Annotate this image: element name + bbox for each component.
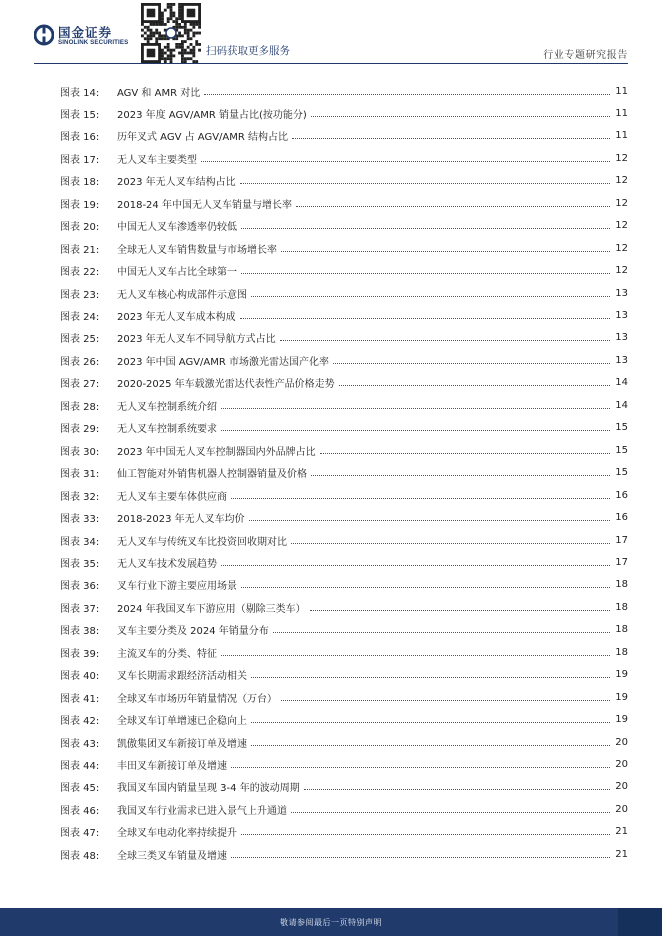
toc-entry[interactable] (60, 331, 628, 345)
toc-entry[interactable] (60, 645, 628, 659)
figure-number: 图表 27: (60, 379, 100, 391)
toc-entry[interactable] (60, 847, 628, 861)
figure-number: 图表 30: (60, 446, 100, 458)
page-number: 16 (615, 512, 628, 524)
toc-entry[interactable] (60, 264, 628, 278)
figure-number: 图表 24: (60, 312, 100, 323)
page-number: 15 (615, 467, 628, 479)
logo-chinese-name: 国金证券 (58, 25, 113, 40)
dot-leader (273, 632, 610, 633)
figure-title: 2023 年无人叉车不同导航方式占比 (117, 334, 276, 346)
figure-title: 2023 年中国无人叉车控制器国内外品牌占比 (117, 446, 316, 458)
figure-title: 凯傲集团叉车新接订单及增速 (117, 738, 247, 750)
toc-entry[interactable] (60, 84, 628, 98)
page-footer (0, 908, 662, 936)
figure-number: 图表 46: (60, 805, 100, 817)
page-number: 13 (615, 310, 628, 321)
figure-title: 叉车主要分类及 2024 年销量分布 (117, 626, 269, 638)
dot-leader (240, 318, 610, 319)
page-number: 17 (615, 556, 628, 568)
toc-entry[interactable] (60, 802, 628, 816)
figure-number: 图表 26: (60, 356, 100, 368)
figure-number: 图表 17: (60, 154, 100, 166)
page-number: 13 (615, 287, 628, 299)
figure-number: 图表 14: (60, 87, 100, 99)
toc-entry[interactable] (60, 668, 628, 682)
page-number: 13 (615, 354, 628, 366)
dot-leader (241, 228, 610, 229)
page-number: 19 (615, 669, 628, 681)
dot-leader (291, 543, 610, 544)
figure-number: 图表 23: (60, 289, 100, 301)
toc-entry[interactable] (60, 623, 628, 637)
figure-title: 我国叉车行业需求已进入景气上升通道 (117, 805, 287, 817)
qr-code-icon (141, 3, 201, 63)
page-number: 12 (615, 220, 628, 232)
figure-title: 仙工智能对外销售机器人控制器销量及价格 (117, 469, 307, 481)
figure-number: 图表 39: (60, 648, 100, 660)
dot-leader (311, 116, 610, 117)
dot-leader (241, 587, 610, 588)
sinolink-logo-icon (34, 24, 54, 46)
toc-entry[interactable] (60, 713, 628, 727)
page-number: 18 (615, 624, 628, 636)
figure-title: 2018-24 年中国无人叉车销量与增长率 (117, 199, 292, 211)
dot-leader (249, 520, 610, 521)
figure-title: 丰田叉车新接订单及增速 (117, 761, 227, 772)
dot-leader (339, 385, 610, 386)
company-logo (34, 22, 134, 50)
logo-english-name: SINOLINK SECURITIES (58, 39, 129, 46)
figure-title: 2023 年无人叉车结构占比 (117, 177, 236, 189)
dot-leader (221, 655, 610, 656)
page-number: 18 (615, 646, 628, 658)
page-number: 20 (615, 736, 628, 748)
page-number: 12 (615, 175, 628, 187)
page-number: 12 (615, 152, 628, 164)
dot-leader (304, 789, 610, 790)
toc-entry[interactable] (60, 376, 628, 390)
dot-leader (221, 565, 610, 566)
figure-number: 图表 41: (60, 693, 100, 705)
figure-number: 图表 21: (60, 244, 100, 256)
toc-entry[interactable] (60, 466, 628, 480)
figure-number: 图表 18: (60, 177, 100, 189)
figure-number: 图表 33: (60, 514, 100, 526)
figure-number: 图表 32: (60, 491, 100, 503)
figure-number: 图表 25: (60, 334, 100, 346)
figure-number: 图表 35: (60, 558, 100, 570)
toc-entry[interactable] (60, 196, 628, 210)
dot-leader (231, 857, 610, 858)
toc-entry[interactable] (60, 421, 628, 435)
page-number: 13 (615, 332, 628, 344)
dot-leader (204, 94, 610, 95)
toc-entry[interactable] (60, 533, 628, 547)
figure-number: 图表 22: (60, 267, 100, 279)
figure-number: 图表 36: (60, 581, 100, 593)
dot-leader (241, 273, 610, 274)
toc-entry[interactable] (60, 398, 628, 412)
figure-title: 全球叉车电动化率持续提升 (117, 828, 237, 840)
page-number: 18 (615, 601, 628, 613)
dot-leader (251, 296, 610, 297)
toc-entry[interactable] (60, 825, 628, 839)
page-number: 18 (615, 579, 628, 591)
figure-number: 图表 42: (60, 716, 100, 728)
dot-leader (296, 206, 610, 207)
figure-title: 全球叉车市场历年销量情况（万台） (117, 693, 277, 705)
page-number: 15 (615, 422, 628, 434)
figure-number: 图表 44: (60, 761, 100, 772)
toc-entry[interactable] (60, 129, 628, 143)
dot-leader (240, 183, 610, 184)
toc-entry[interactable] (60, 758, 628, 772)
dot-leader (291, 812, 610, 813)
figure-title: 全球无人叉车销售数量与市场增长率 (117, 244, 277, 256)
toc-entry[interactable] (60, 555, 628, 569)
toc-entry[interactable] (60, 443, 628, 457)
page-header (0, 0, 662, 66)
dot-leader (231, 767, 610, 768)
toc-entry[interactable] (60, 511, 628, 525)
toc-entry[interactable] (60, 286, 628, 300)
figure-number: 图表 16: (60, 132, 100, 144)
figure-title: 无人叉车控制系统要求 (117, 424, 217, 436)
figure-title: 2024 年我国叉车下游应用（剔除三类车） (117, 603, 306, 615)
figure-title: 全球叉车订单增速已企稳向上 (117, 716, 247, 728)
figure-title: 无人叉车技术发展趋势 (117, 558, 217, 570)
figure-number: 图表 29: (60, 424, 100, 436)
figure-title: 2018-2023 年无人叉车均价 (117, 514, 245, 526)
toc-entry[interactable] (60, 219, 628, 233)
page-number: 12 (615, 197, 628, 209)
figure-title: 无人叉车主要类型 (117, 154, 197, 166)
dot-leader (201, 161, 610, 162)
figure-number: 图表 19: (60, 199, 100, 211)
figure-title: AGV 和 AMR 对比 (117, 87, 201, 99)
page-number: 14 (615, 377, 628, 389)
toc-entry[interactable] (60, 600, 628, 614)
dot-leader (231, 498, 610, 499)
figure-title: 无人叉车控制系统介绍 (117, 401, 217, 413)
toc-entry[interactable] (60, 780, 628, 794)
page-number: 21 (615, 848, 628, 860)
dot-leader (241, 834, 610, 835)
toc-entry[interactable] (60, 309, 628, 323)
figure-title: 无人叉车与传统叉车比投资回收期对比 (117, 536, 287, 548)
page-number: 20 (615, 759, 628, 770)
figure-number: 图表 28: (60, 401, 100, 413)
dot-leader (281, 251, 610, 252)
figure-title: 2023 年度 AGV/AMR 销量占比(按功能分) (117, 109, 307, 121)
page-number: 19 (615, 691, 628, 703)
toc-entry[interactable] (60, 488, 628, 502)
figure-number: 图表 31: (60, 469, 100, 481)
dot-leader (280, 340, 610, 341)
dot-leader (221, 430, 610, 431)
figure-title: 无人叉车核心构成部件示意图 (117, 289, 247, 301)
report-type-label: 行业专题研究报告 (543, 50, 628, 61)
page-number: 11 (615, 85, 628, 97)
figure-number: 图表 43: (60, 738, 100, 750)
toc-entry[interactable] (60, 106, 628, 120)
scan-for-services-text: 扫码获取更多服务 (206, 45, 290, 57)
figure-title: 中国无人叉车占比全球第一 (117, 267, 237, 279)
dot-leader (333, 363, 610, 364)
figure-number: 图表 48: (60, 850, 100, 862)
page-number: 12 (615, 265, 628, 277)
figure-title: 主流叉车的分类、特征 (117, 648, 217, 660)
page-number: 17 (615, 534, 628, 546)
page-number: 19 (615, 714, 628, 726)
figure-title: 2023 年中国 AGV/AMR 市场激光雷达国产化率 (117, 356, 330, 368)
dot-leader (221, 408, 610, 409)
figure-title: 全球三类叉车销量及增速 (117, 850, 227, 862)
toc-entry[interactable] (60, 690, 628, 704)
figure-number: 图表 37: (60, 603, 100, 615)
page-number: 11 (615, 130, 628, 142)
figure-title: 我国叉车国内销量呈现 3-4 年的波动周期 (117, 783, 300, 795)
page-number: 16 (615, 489, 628, 501)
figure-number: 图表 15: (60, 109, 100, 121)
page-number: 11 (615, 107, 628, 119)
figure-title: 2023 年无人叉车成本构成 (117, 312, 236, 323)
figure-number: 图表 47: (60, 828, 100, 840)
dot-leader (310, 610, 610, 611)
figure-title: 叉车行业下游主要应用场景 (117, 581, 237, 593)
dot-leader (251, 722, 610, 723)
toc-entry[interactable] (60, 578, 628, 592)
toc-entry[interactable] (60, 353, 628, 367)
page-number: 15 (615, 444, 628, 456)
figure-title: 叉车长期需求跟经济活动相关 (117, 671, 247, 683)
figure-number: 图表 45: (60, 783, 100, 795)
page-number: 21 (615, 826, 628, 838)
dot-leader (251, 745, 610, 746)
dot-leader (320, 453, 610, 454)
dot-leader (281, 700, 610, 701)
page-number: 20 (615, 803, 628, 815)
page-number: 12 (615, 242, 628, 254)
toc-entry[interactable] (60, 174, 628, 188)
figure-number: 图表 40: (60, 671, 100, 683)
disclaimer-notice: 敬请参阅最后一页特别声明 (280, 918, 382, 927)
figure-number: 图表 38: (60, 626, 100, 638)
figure-title: 无人叉车主要车体供应商 (117, 491, 227, 503)
figure-title: 中国无人叉车渗透率仍较低 (117, 222, 237, 234)
figure-number: 图表 20: (60, 222, 100, 234)
figure-number: 图表 34: (60, 536, 100, 548)
page-number: 20 (615, 781, 628, 793)
figure-title: 历年叉式 AGV 占 AGV/AMR 结构占比 (117, 132, 289, 144)
page-number: 14 (615, 399, 628, 411)
dot-leader (311, 475, 610, 476)
figure-title: 2020-2025 年车载激光雷达代表性产品价格走势 (117, 379, 335, 391)
toc-entry[interactable] (60, 151, 628, 165)
header-divider (34, 63, 628, 64)
dot-leader (292, 138, 610, 139)
toc-entry[interactable] (60, 735, 628, 749)
dot-leader (251, 677, 610, 678)
toc-entry[interactable] (60, 241, 628, 255)
